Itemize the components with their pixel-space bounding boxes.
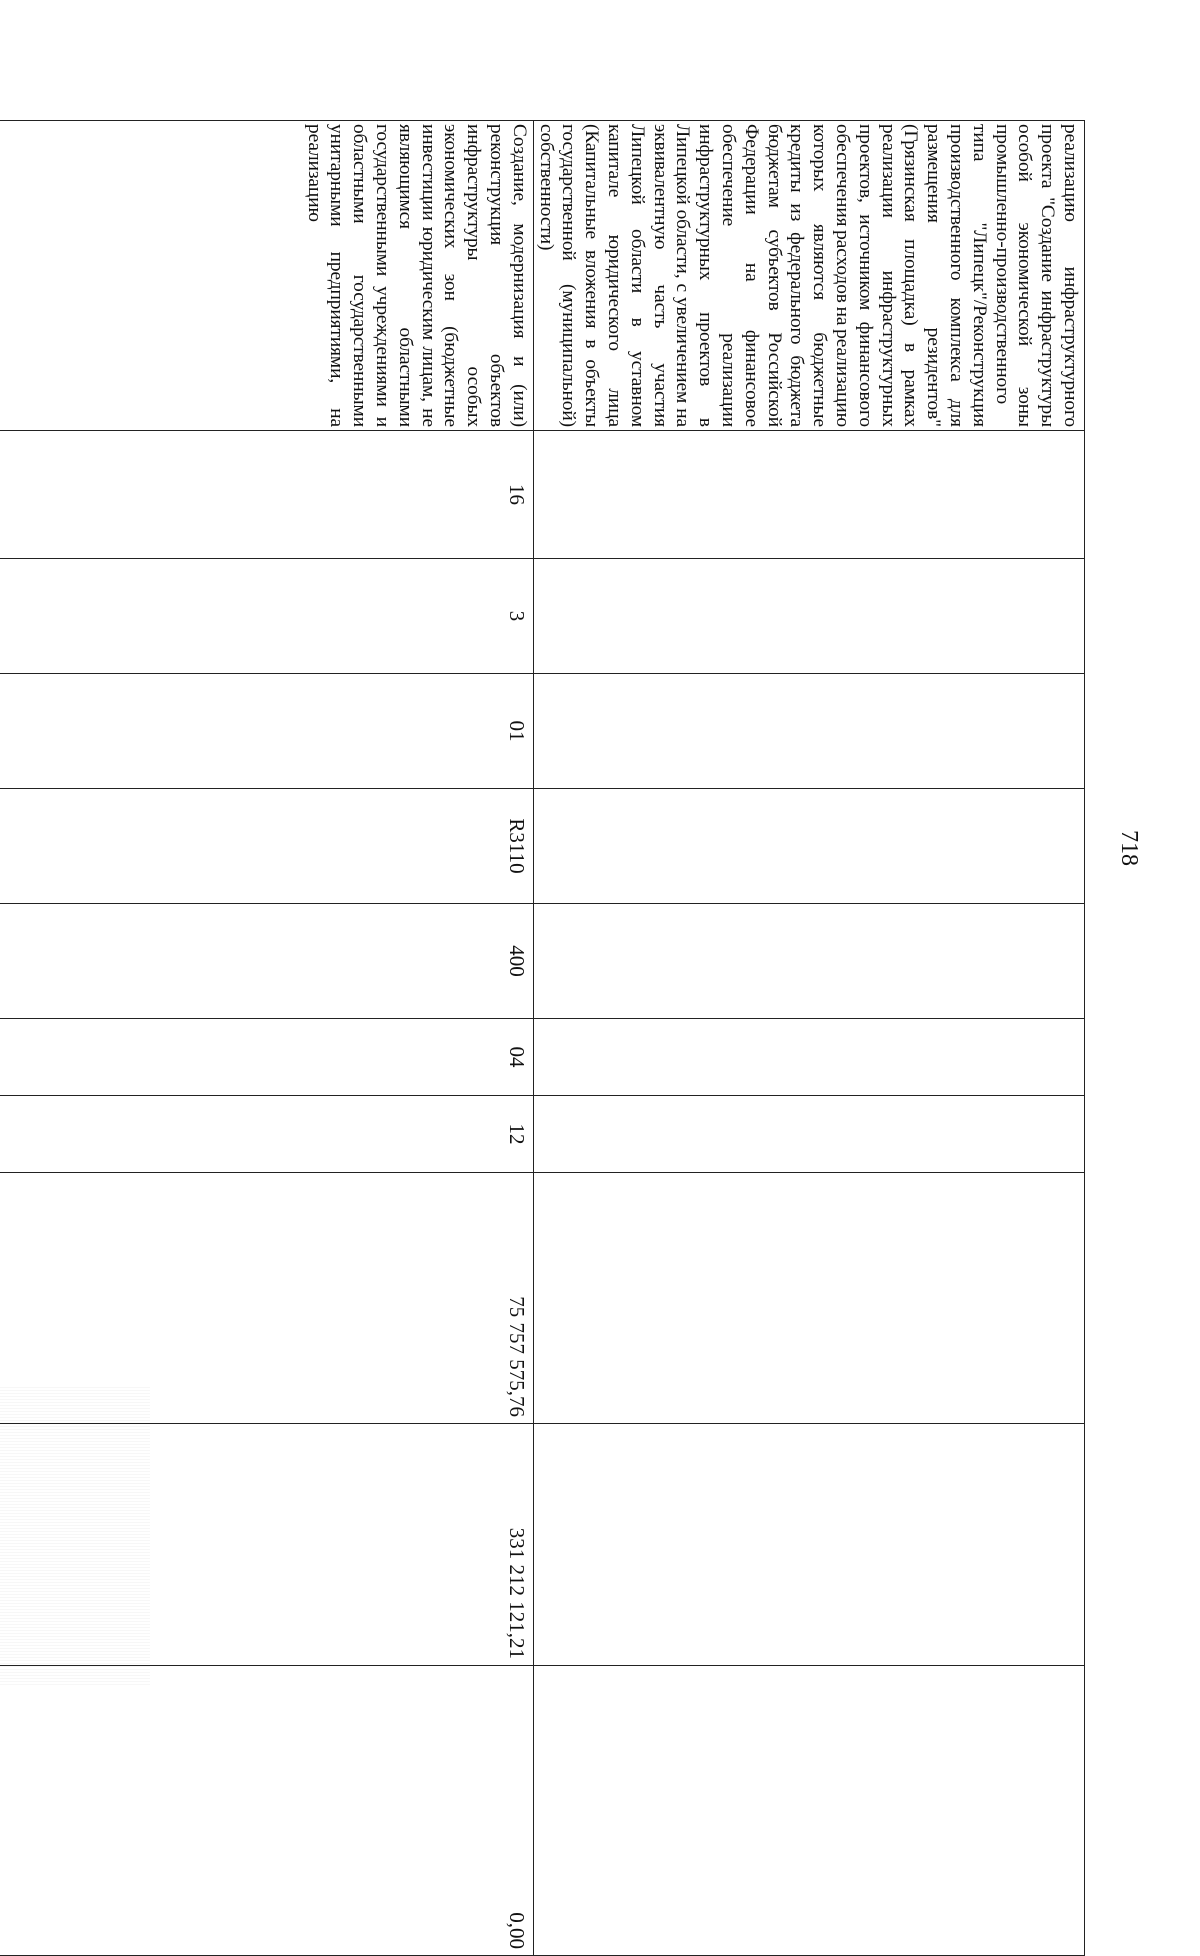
value-text: 0,00	[504, 1912, 529, 1949]
description-text: Создание, модернизация и (или) реконструкция объектов инфраструктуры особых экономических зон (бюджетные инвестиции юридическим лицам, не являющимся областными государственными учреждениями и областными государственными унитарными предприятиями, на реализацию	[303, 124, 530, 427]
cell-chapter	[533, 1019, 1084, 1096]
cell-amount-3	[0, 1666, 533, 1956]
value-text: 16	[504, 484, 529, 505]
cell-subprogram	[533, 559, 1084, 674]
value-text: 400	[504, 945, 529, 977]
cell-target-code	[533, 789, 1084, 904]
cell-measure	[0, 674, 533, 789]
table-row	[533, 121, 1084, 1956]
scan-noise	[0, 1385, 150, 1685]
value-text: 331 212 121,21	[504, 1527, 529, 1659]
value-text: 3	[504, 610, 529, 622]
page-number: 718	[1116, 830, 1142, 866]
cell-subprogram	[0, 559, 533, 674]
cell-amount-2	[533, 1424, 1084, 1666]
row-description	[0, 121, 533, 431]
cell-measure	[533, 674, 1084, 789]
cell-chapter	[0, 1019, 533, 1096]
cell-expense-type	[533, 904, 1084, 1019]
cell-subchapter	[0, 1096, 533, 1173]
value-text: 75 757 575,76	[504, 1296, 529, 1417]
cell-expense-type	[0, 904, 533, 1019]
cell-target-code	[0, 789, 533, 904]
cell-subchapter	[533, 1096, 1084, 1173]
value-text: R3110	[504, 818, 529, 874]
cell-amount-3	[533, 1666, 1084, 1956]
cell-amount-1	[533, 1173, 1084, 1424]
cell-section	[0, 431, 533, 559]
row-description	[533, 121, 1084, 431]
description-text: реализацию инфраструктурного проекта "Создание инфраструктуры особой экономической зоны промышленно-производственного типа "Липецк"/Реконструкция производственного комплекса для размещения резидентов" (Грязинская площадка) в рамках реализации инфраструктурных проектов, источником финансового обеспечения расходов на реализацию которых являются бюджетные кредиты из федерального бюджета бюджетам субъектов Российской Федерации на финансовое обеспечение реализации инфраструктурных проектов в Липецкой области, с увеличением на эквивалентную часть участия Липецкой области в уставном капитале юридического лица (Капитальные вложения в объекты государственной (муниципальной) собственности)	[535, 124, 1081, 427]
cell-section	[533, 431, 1084, 559]
budget-table	[0, 120, 1085, 1956]
value-text: 01	[504, 720, 529, 742]
value-text: 04	[504, 1046, 529, 1068]
value-text: 12	[504, 1123, 529, 1145]
